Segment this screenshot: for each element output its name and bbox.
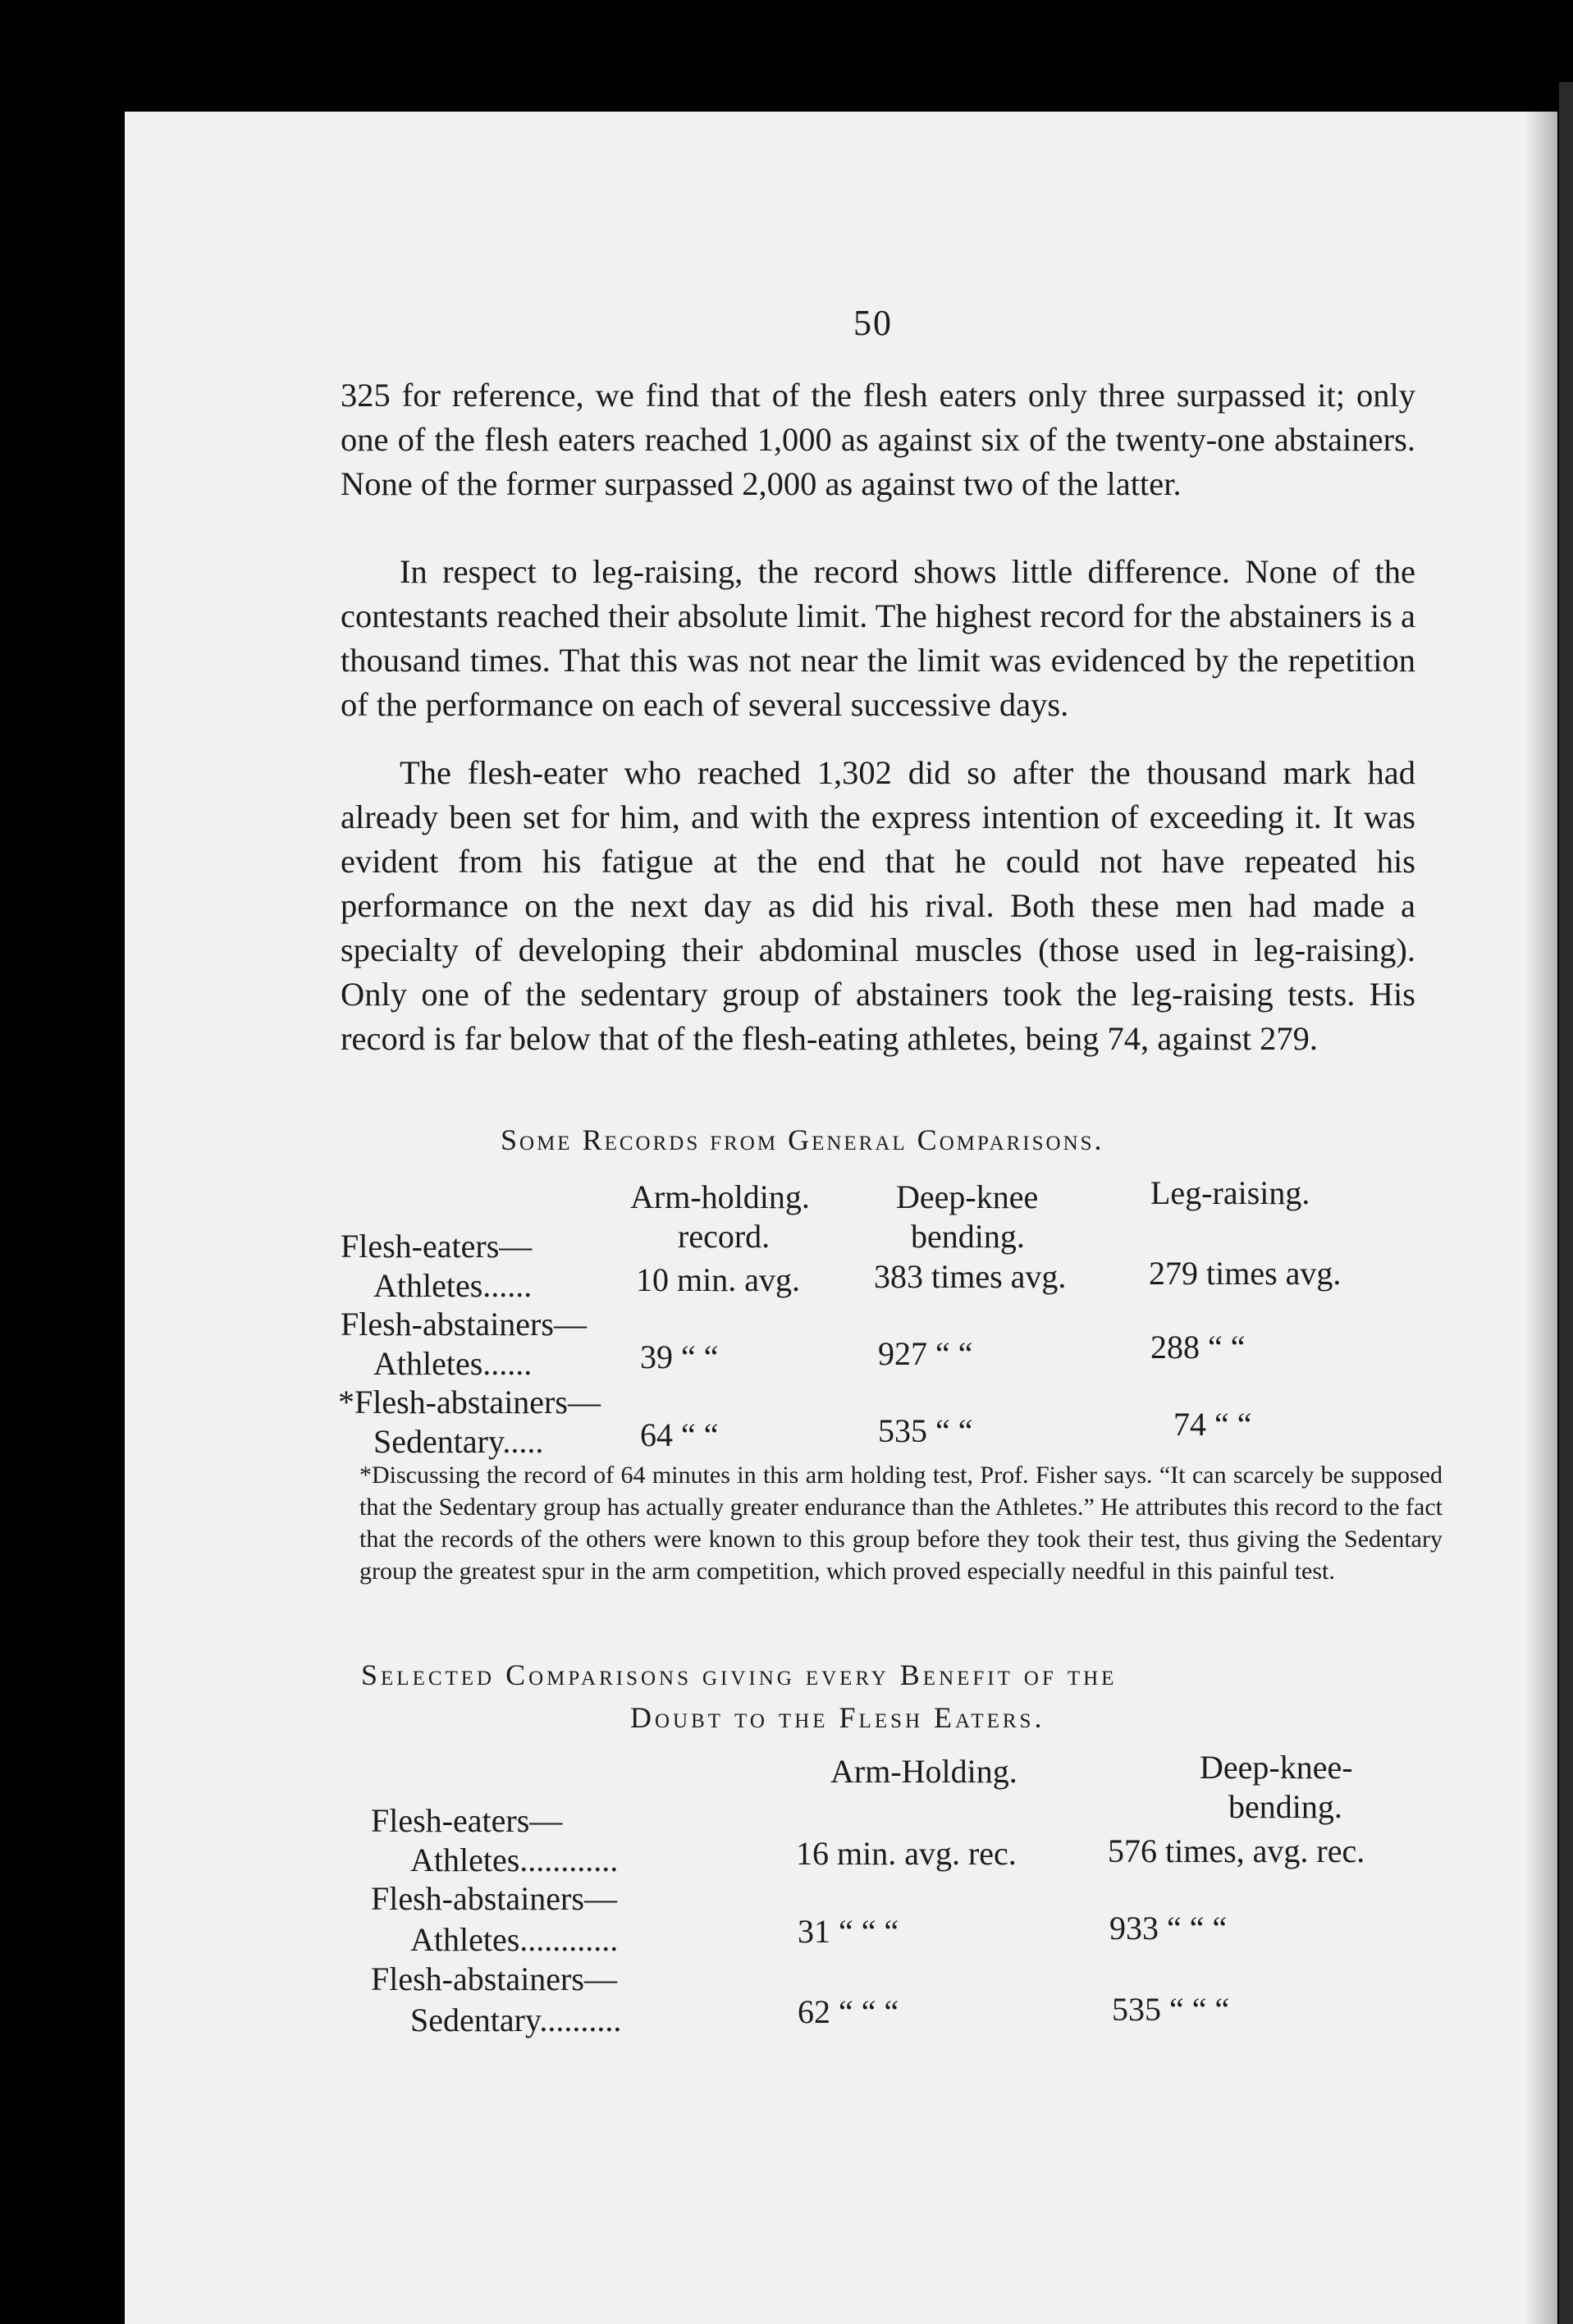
table1-row1-leg: 279 times avg.: [1149, 1255, 1342, 1292]
table1-row2-deep: 927 “ “: [878, 1335, 973, 1372]
table1-row2-sub: Athletes......: [373, 1345, 533, 1382]
footnote: *Discussing the record of 64 minutes in this arm holding test, Prof. Fisher says. “It can scarcely be supposed that the Sedentary group has actually greater endurance than the Athletes.” He attributes this record to the fact that the records of the others were known to this group before they took their test, thus giving the Sedentary group the greatest spur in the arm competition, which proved especially needful in this painful test.: [359, 1462, 1443, 1585]
table1-heading: Some Records from General Comparisons.: [501, 1123, 1104, 1156]
table1-row3-group: *Flesh-abstainers—: [338, 1384, 601, 1420]
table2-header-deep: Deep-knee-: [1200, 1749, 1353, 1786]
table2-header-arm: Arm-Holding.: [830, 1753, 1017, 1790]
table1-row3-leg: 74 “ “: [1173, 1406, 1252, 1443]
table2-heading-line2: Doubt to the Flesh Eaters.: [630, 1701, 1045, 1734]
table2-header-deep-2: bending.: [1228, 1788, 1342, 1825]
table1-row2-group: Flesh-abstainers—: [341, 1306, 587, 1343]
adjacent-page-edge: [1559, 82, 1573, 2324]
table2-row2-deep: 933 “ “ “: [1109, 1910, 1228, 1947]
page-edge-shadow: [1525, 112, 1557, 2324]
paragraph-3: The flesh-eater who reached 1,302 did so after the thousand mark had already been set for him, and with the express intention of exceeding it. It was evident from his fatigue at the end that he could not have repeated his performance on the next day as did his rival. Both these men had made a specialty of developing their abdominal muscles (those used in leg-raising). Only one of the sedentary group of abstainers took the leg-raising tests. His record is far below that of the flesh-eating athletes, being 74, against 279.: [341, 754, 1415, 1057]
table2-row1-group: Flesh-eaters—: [371, 1802, 563, 1839]
page-number: 50: [853, 303, 893, 343]
table1-header-arm: Arm-holding.: [630, 1178, 810, 1215]
table1-row1-group: Flesh-eaters—: [341, 1228, 533, 1265]
table2-row3-arm: 62 “ “ “: [798, 1993, 899, 2030]
table2-row1-arm: 16 min. avg. rec.: [796, 1835, 1017, 1872]
table1-header-deep: Deep-knee: [896, 1178, 1039, 1215]
table2-row2-sub: Athletes............: [410, 1921, 619, 1958]
table2-row1-deep: 576 times, avg. rec.: [1108, 1832, 1365, 1869]
table1-row3-sub: Sedentary.....: [373, 1423, 544, 1460]
table1-header-deep-2: bending.: [911, 1218, 1025, 1255]
table1-row3-deep: 535 “ “: [878, 1412, 973, 1449]
table1-row3-arm: 64 “ “: [640, 1416, 719, 1453]
table1-row1-arm: 10 min. avg.: [636, 1261, 800, 1298]
table2-row3-sub: Sedentary..........: [410, 2001, 622, 2038]
table2-row2-group: Flesh-abstainers—: [371, 1880, 617, 1917]
table1-row1-sub: Athletes......: [373, 1267, 533, 1304]
table2-row2-arm: 31 “ “ “: [798, 1913, 899, 1950]
paragraph-1: 325 for reference, we find that of the flesh eaters only three surpassed it; only one of the flesh eaters reached 1,000 as against six of the twenty-one abstainers. None of the former surpassed 2,000 as against two of the latter.: [341, 377, 1415, 502]
table2-row3-deep: 535 “ “ “: [1112, 1991, 1230, 2028]
table1-header-leg: Leg-raising.: [1150, 1174, 1310, 1211]
table1-header-arm-2: record.: [678, 1218, 770, 1255]
table1-row2-leg: 288 “ “: [1150, 1329, 1246, 1366]
table1-row1-deep: 383 times avg.: [874, 1258, 1067, 1295]
paragraph-2: In respect to leg-raising, the record shows little difference. None of the contestants reached their absolute limit. The highest record for the abstainers is a thousand times. That this was not near the limit was evidenced by the repetition of the performance on each of several successive days.: [341, 553, 1415, 723]
table2-heading-line1: Selected Comparisons giving every Benefit of the: [361, 1658, 1118, 1691]
table1-row2-arm: 39 “ “: [640, 1338, 719, 1375]
table2-row3-group: Flesh-abstainers—: [371, 1960, 617, 1997]
table2-row1-sub: Athletes............: [410, 1841, 619, 1878]
